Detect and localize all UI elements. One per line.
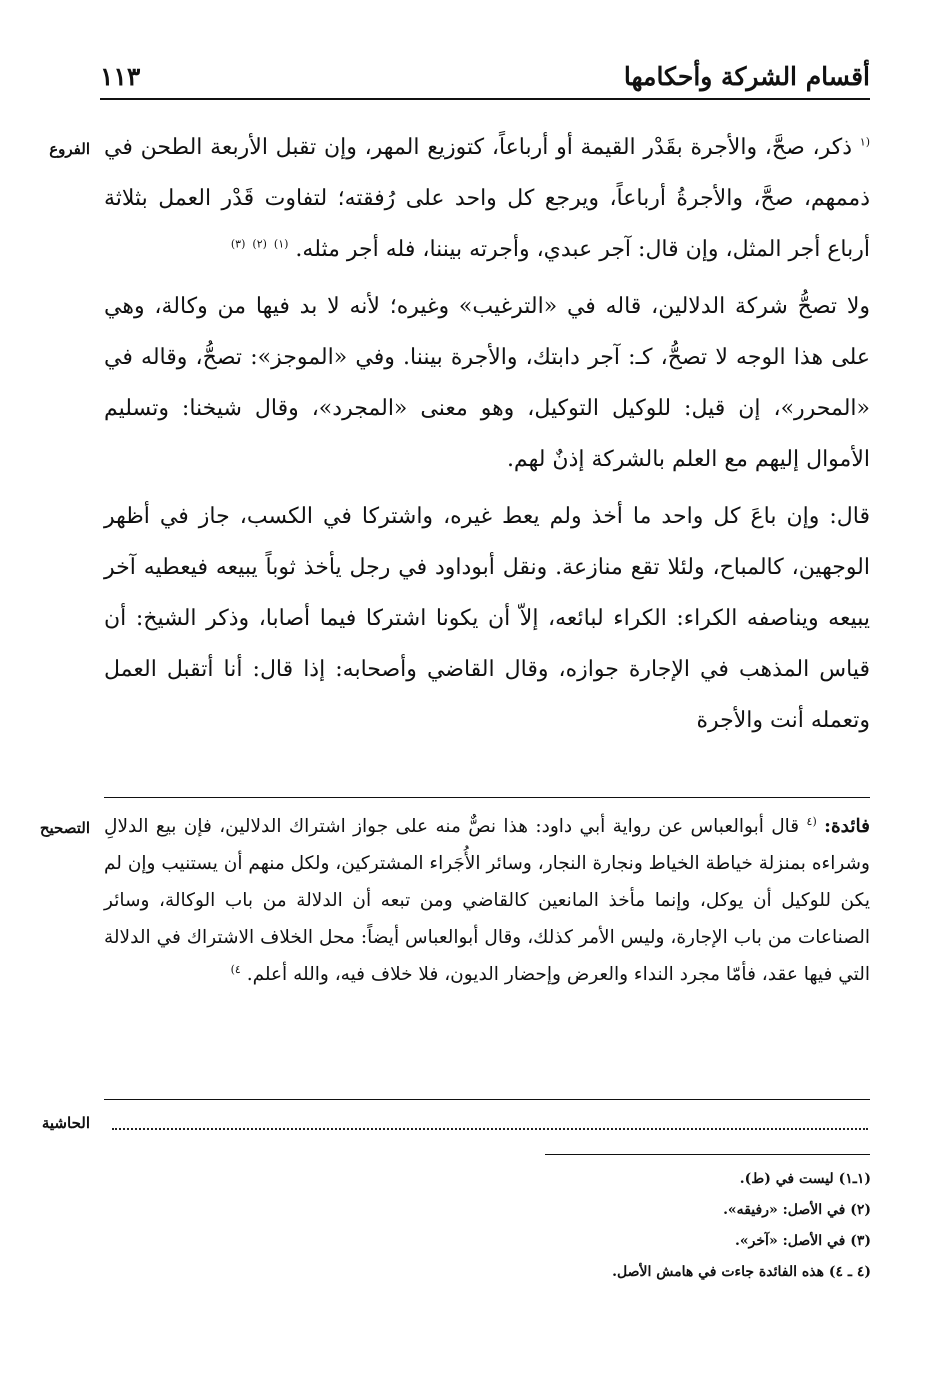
footnotes — [271, 1164, 871, 1288]
footnote-mark-1-open: (١ — [859, 135, 870, 149]
footnote-4: (٤ ـ ٤) هذه الفائدة جاءت في هامش الأصل. — [612, 1264, 871, 1280]
note-mark-close: ٤) — [230, 962, 241, 976]
margin-label-tashih: التصحيح — [39, 819, 90, 837]
footnote-mark-1-close: (١) — [273, 237, 289, 251]
main-text — [104, 122, 870, 746]
footnote-1: (١ـ١) ليست في (ط). — [739, 1171, 871, 1187]
margin-label-hashiya: الحاشية — [41, 1114, 90, 1132]
hashiya-dotted-line — [112, 1128, 868, 1130]
margin-label-furu: الفروع — [49, 140, 90, 158]
paragraph-1 — [104, 122, 870, 275]
section-divider — [104, 797, 870, 798]
footnote-mark-2: (٢) — [252, 237, 267, 251]
paragraph-2: ولا تصحُّ شركة الدلالين، قاله في «الترغيب» وغيره؛ لأنه لا بد فيها من وكالة، وهي على هذا الوجه لا تصحُّ، كـ: آجر دابتك، والأجرة بيننا. وفي «الموجز»: تصحُّ، وقاله في «المحرر»، إن قيل: للوكيل التوكيل، وهو معنى «المجرد»، وقال شيخنا: وتسليم الأموال إليهم مع العلم بالشركة إذنٌ لهم. — [104, 294, 870, 472]
note-lead: فائدة: — [824, 816, 870, 837]
note-divider — [104, 1099, 870, 1100]
running-header — [100, 56, 870, 100]
footnote-2: (٢) في الأصل: «رفيقه». — [723, 1202, 871, 1218]
note-text: قال أبوالعباس عن رواية أبي داود: هذا نصٌّ منه على جواز اشتراك الدلالين، فإن بيع الدلالِ وشراءه بمنزلة خياطة الخياط ونجارة النجار، وسائر الأُجَراء المشتركين، ولكل منهم أن يستنيب وإن لم يكن للوكيل أن يوكل، وإنما مأخذ المانعين كالقاضي ومن تبعه أن الدلالة من باب الوكالة، وسائر الصناعات من باب الإجارة، وليس الأمر كذلك، وقال أبوالعباس أيضاً: محل الخلاف الاشتراك في الدلالة التي فيها عقد، فأمّا مجرد النداء والعرض وإحضار الديون، فلا خلاف فيه، والله أعلم. — [103, 816, 870, 985]
footnote-3: (٣) في الأصل: «آخر». — [735, 1233, 871, 1249]
page-number: ١١٣ — [100, 62, 141, 91]
note-mark-open: (٤ — [806, 814, 817, 828]
paragraph-1-text: ذكر، صحَّ، والأجرة بقَدْر القيمة أو أرباعاً، كتوزيع المهر، وإن تقبل الأربعة الطحن في ذممهم، صحَّ، والأجرةُ أرباعاً، ويرجع كل واحد على رُفقته؛ لتفاوت قَدْر العمل بثلاثة أرباع أجر المثل، وإن قال: آجر عبدي، وأجرته بيننا، فله أجر مثله. — [104, 135, 870, 262]
header-title: أقسام الشركة وأحكامها — [623, 62, 870, 91]
footnote-mark-3: (٣) — [230, 237, 246, 251]
note-block — [104, 808, 870, 993]
footnote-rule — [545, 1154, 870, 1155]
paragraph-3: قال: وإن باعَ كل واحد ما أخذ ولم يعط غيره، واشتركا في الكسب، جاز في أظهر الوجهين، كالمباح، ولئلا تقع منازعة. ونقل أبوداود في رجل يأخذ ثوباً يبيعه فيعطيه آخر يبيعه ويناصفه الكراء: الكراء لبائعه، إلاّ أن يكونا اشتركا فيما أصابا، وذكر الشيخ: أن قياس المذهب في الإجارة جوازه، وقال القاضي وأصحابه: إذا قال: أنا أتقبل العمل وتعمله أنت والأجرة — [104, 504, 870, 733]
